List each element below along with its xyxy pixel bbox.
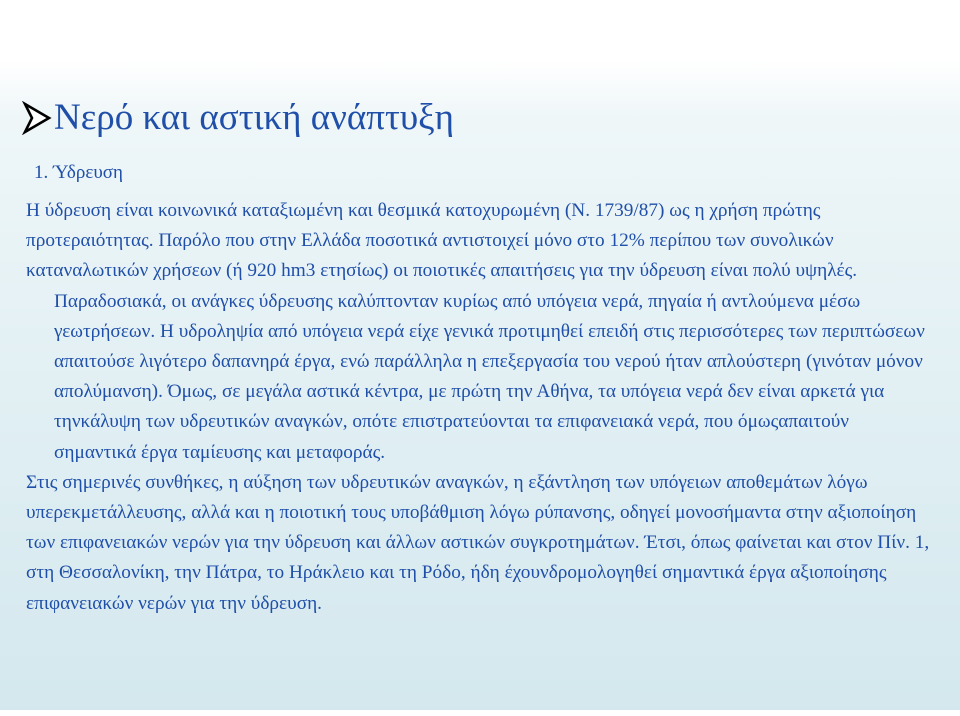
slide-title-text: Νερό και αστική ανάπτυξη <box>54 97 454 138</box>
slide-title <box>22 96 454 139</box>
paragraph: Παραδοσιακά, οι ανάγκες ύδρευσης καλύπτονταν κυρίως από υπόγεια νερά, πηγαία ή αντλούμενα μέσω γεωτρήσεων. Η υδροληψία από υπόγεια νερά είχε γενικά προτιμηθεί επειδή στις περισσότερες των περιπτώσεων απαιτούσε λιγότερο δαπανηρά έργα, ενώ παράλληλα η επεξεργασία του νερού ήταν απλούστερη (γινόταν μόνον απολύμανση). Όμως, σε μεγάλα αστικά κέντρα, με πρώτη την Αθήνα, τα υπόγεια νερά δεν είναι αρκετά για τηνκάλυψη των υδρευτικών αναγκών, οπότε επιστρατεύονται τα επιφανειακά νερά, που όμωςαπαιτούν σημαντικά έργα ταμίευσης και μεταφοράς. <box>54 290 925 463</box>
body-text <box>26 196 936 619</box>
paragraph: Η ύδρευση είναι κοινωνικά καταξιωμένη και θεσμικά κατοχυρωμένη (Ν. 1739/87) ως η χρήση πρώτης προτεραιότητας. Παρόλο που στην Ελλάδα ποσοτικά αντιστοιχεί μόνο στο 12% περίπου των συνολικών καταναλωτικών χρήσεων (ή 920 hm3 ετησίως) οι ποιοτικές απαιτήσεις για την ύδρευση είναι πολύ υψηλές. <box>26 200 858 282</box>
arrow-bullet-icon <box>22 101 52 135</box>
paragraph: Στις σημερινές συνθήκες, η αύξηση των υδρευτικών αναγκών, η εξάντληση των υπόγειων αποθεμάτων λόγω υπερεκμετάλλευσης, αλλά και η ποιοτική τους υποβάθμιση λόγω ρύπανσης, οδηγεί μονοσήμαντα στην αξιοποίηση των επιφανειακών νερών για την ύδρευση και άλλων αστικών συγκροτημάτων. Έτσι, όπως φαίνεται και στον Πίν. 1, στη Θεσσαλονίκη, την Πάτρα, το Ηράκλειο και τη Ρόδο, ήδη έχουνδρομολογηθεί σημαντικά έργα αξιοποίησης επιφανειακών νερών για την ύδρευση. <box>26 471 930 614</box>
section-heading: 1. Ύδρευση <box>34 162 123 183</box>
